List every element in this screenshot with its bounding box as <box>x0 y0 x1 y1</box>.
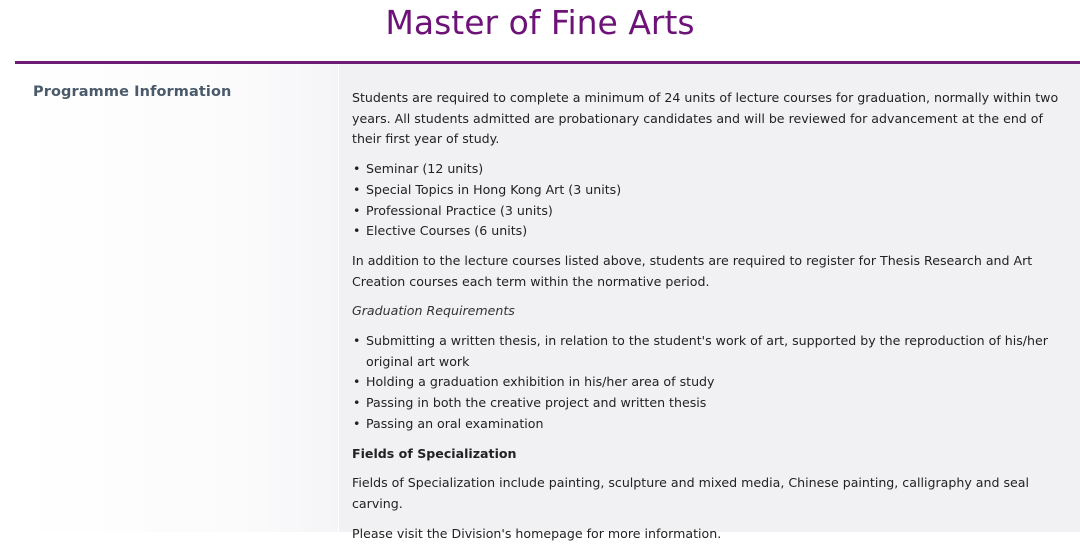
list-item: • Seminar (12 units) <box>352 159 1070 180</box>
addition-paragraph: In addition to the lecture courses listed above, students are required to register for Thesis Research and Art Creation courses each term within the normative period. <box>352 252 1033 289</box>
fields-paragraph: Fields of Specialization include painting, sculpture and mixed media, Chinese painting, calligraphy and seal carving. <box>352 475 1029 511</box>
bullet-icon: • <box>353 223 361 239</box>
list-item: • Passing an oral examination <box>352 414 1070 435</box>
list-item: • Professional Practice (3 units) <box>352 201 1070 222</box>
course-list <box>352 159 1070 242</box>
intro-paragraph: Students are required to complete a minimum of 24 units of lecture courses for graduation, normally within two years. All students admitted are probationary candidates and will be reviewed for advancement at the end of their first year of study. <box>352 90 1059 147</box>
fields-heading: Fields of Specialization <box>352 445 517 461</box>
list-item: • Passing in both the creative project and written thesis <box>352 393 1070 414</box>
graduation-heading: Graduation Requirements <box>352 303 515 319</box>
bullet-icon: • <box>353 181 361 197</box>
bullet-icon: • <box>353 415 361 431</box>
sidebar-column <box>15 64 338 532</box>
list-item: • Elective Courses (6 units) <box>352 221 1070 242</box>
bullet-icon: • <box>353 202 361 218</box>
graduation-list <box>352 331 1070 435</box>
bullet-icon: • <box>353 161 361 177</box>
page-title: Master of Fine Arts <box>385 3 695 42</box>
bullet-icon: • <box>353 333 361 349</box>
list-item: • Special Topics in Hong Kong Art (3 units) <box>352 180 1070 201</box>
bullet-icon: • <box>353 374 361 390</box>
visit-paragraph: Please visit the Division's homepage for more information. <box>352 525 722 541</box>
bullet-icon: • <box>353 395 361 411</box>
list-item: • Holding a graduation exhibition in his/her area of study <box>352 372 1070 393</box>
list-item: • Submitting a written thesis, in relation to the student's work of art, supported by the reproduction of his/her original art work <box>353 333 1048 369</box>
section-label: Programme Information <box>33 84 232 100</box>
programme-content <box>339 64 1080 541</box>
